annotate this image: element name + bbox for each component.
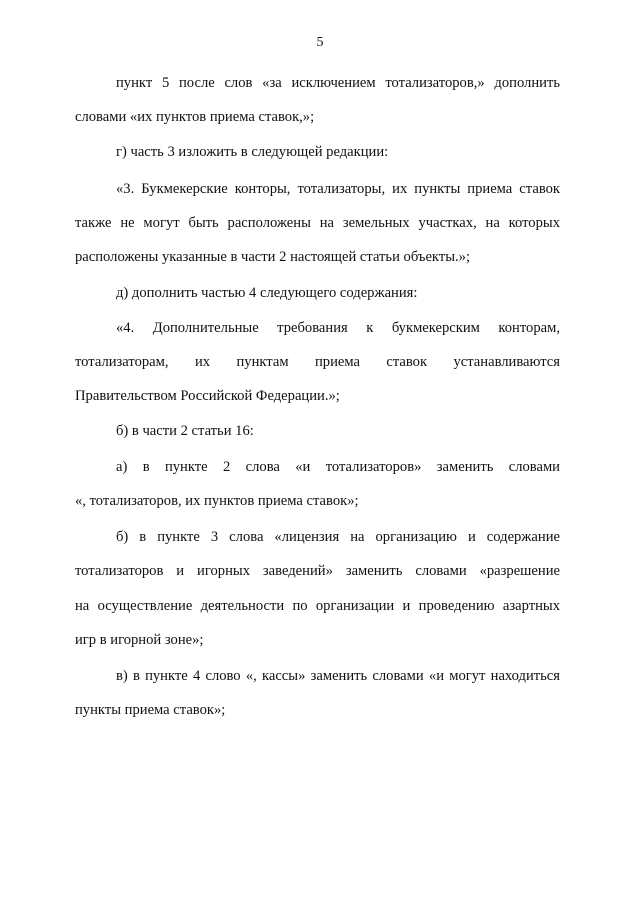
- text-line: «4. Дополнительные требования к букмекерским конторам,: [116, 320, 560, 336]
- text-line: б) в пункте 3 слова «лицензия на организацию и содержание: [116, 529, 560, 545]
- text-line: «3. Букмекерские конторы, тотализаторы, их пункты приема ставок: [116, 181, 560, 197]
- text-line: «, тотализаторов, их пунктов приема ставок»;: [75, 493, 359, 509]
- text-line: расположены указанные в части 2 настоящей статьи объекты.»;: [75, 249, 471, 265]
- page-number: 5: [316, 35, 324, 50]
- text-line: игр в игорной зоне»;: [75, 632, 204, 648]
- text-line: тотализаторов и игорных заведений» заменить словами «разрешение: [75, 563, 560, 579]
- text-line: на осуществление деятельности по организации и проведению азартных: [75, 598, 560, 614]
- text-line: Правительством Российской Федерации.»;: [75, 388, 340, 404]
- text-line: б) в части 2 статьи 16:: [116, 423, 254, 439]
- text-line: также не могут быть расположены на земельных участках, на которых: [75, 215, 560, 231]
- text-line: д) дополнить частью 4 следующего содержания:: [116, 285, 418, 301]
- text-line: тотализаторам, их пунктам приема ставок устанавливаются: [75, 354, 560, 370]
- text-line: пункты приема ставок»;: [75, 702, 226, 718]
- text-line: а) в пункте 2 слова «и тотализаторов» заменить словами: [116, 459, 560, 475]
- text-line: г) часть 3 изложить в следующей редакции:: [116, 144, 389, 160]
- text-line: словами «их пунктов приема ставок,»;: [75, 109, 315, 125]
- text-line: в) в пункте 4 слово «, кассы» заменить словами «и могут находиться: [116, 668, 560, 684]
- text-line: пункт 5 после слов «за исключением тотализаторов,» дополнить: [116, 75, 560, 91]
